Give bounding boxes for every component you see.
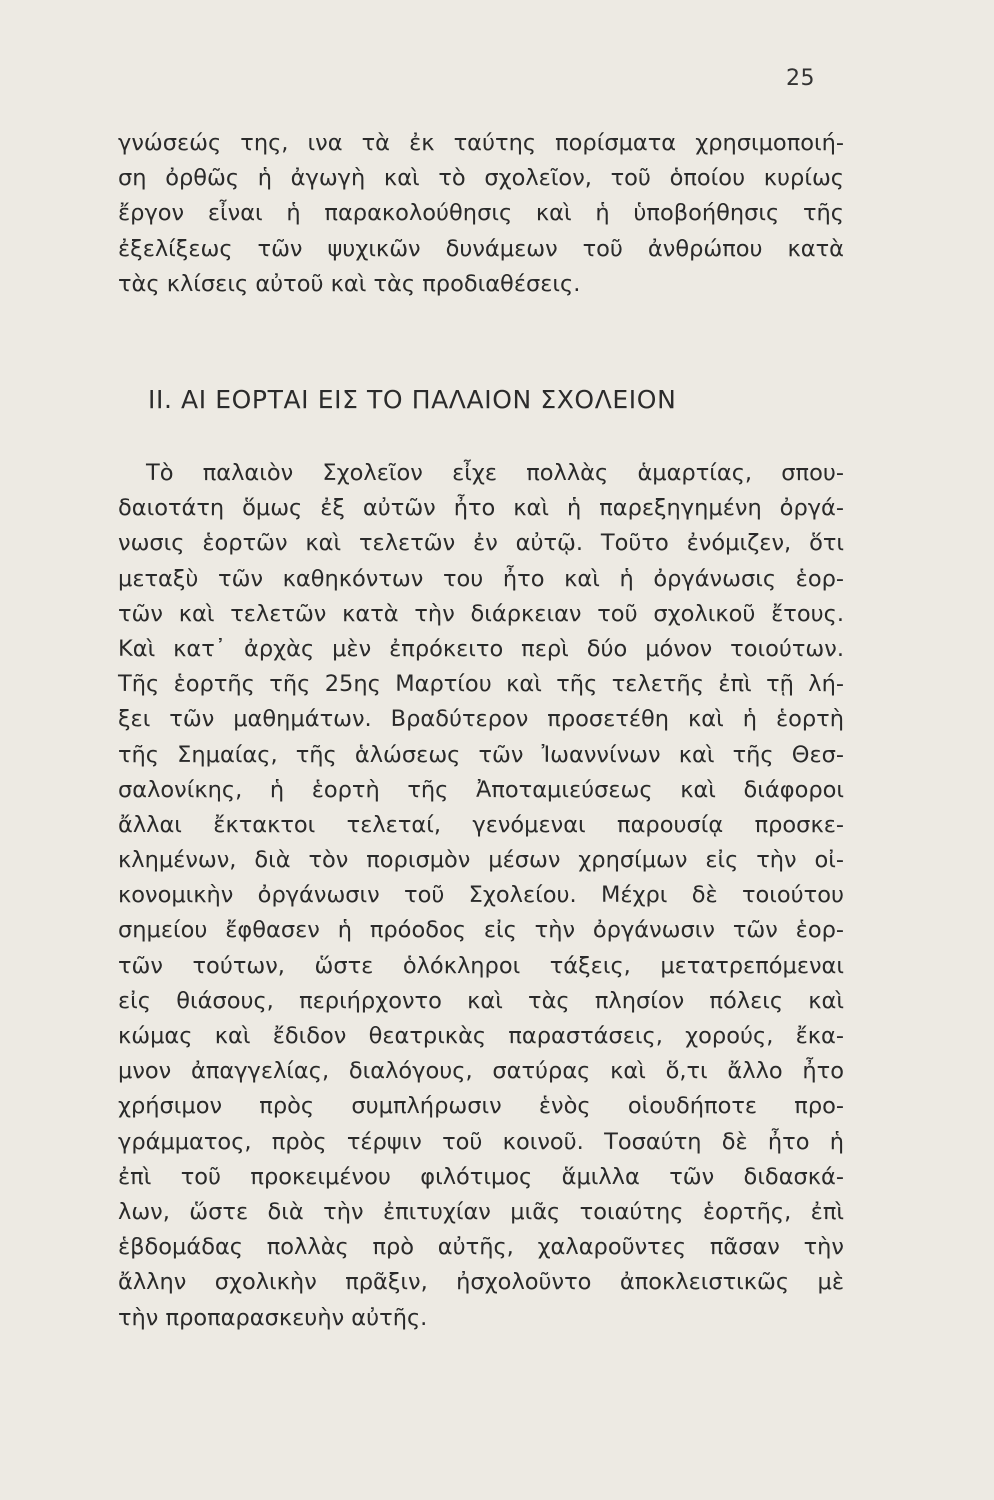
text-line: κώμας καὶ ἔδιδον θεατρικὰς παραστάσεις, χορούς, ἔκα- [118,1023,844,1049]
text-line: Τῆς ἑορτῆς τῆς 25ης Μαρτίου καὶ τῆς τελετῆς ἐπὶ τῇ λή- [118,671,844,698]
text-line: τὰς κλίσεις αὐτοῦ καὶ τὰς προδιαθέσεις. [118,270,581,297]
text-line: δαιοτάτη ὅμως ἐξ αὐτῶν ἦτο καὶ ἡ παρεξηγημένη ὀργά- [118,495,844,522]
text-line: Καὶ κατ᾽ ἀρχὰς μὲν ἐπρόκειτο περὶ δύο μόνον τοιούτων. [118,635,844,662]
text-line: μεταξὺ τῶν καθηκόντων του ἦτο καὶ ἡ ὀργάνωσις ἑορ- [118,565,844,592]
text-line: μνον ἀπαγγελίας, διαλόγους, σατύρας καὶ ὅ,τι ἄλλο ἦτο [118,1058,844,1085]
paragraph-2 [118,456,844,1336]
text-line: τὴν προπαρασκευὴν αὐτῆς. [118,1304,428,1331]
text-line: κονομικὴν ὀργάνωσιν τοῦ Σχολείου. Μέχρι δὲ τοιούτου [118,882,844,909]
section-heading: ΙΙ. ΑΙ ΕΟΡΤΑΙ ΕΙΣ ΤΟ ΠΑΛΑΙΟΝ ΣΧΟΛΕΙΟΝ [148,385,677,414]
text-line: ση ὀρθῶς ἡ ἀγωγὴ καὶ τὸ σχολεῖον, τοῦ ὁποίου κυρίως [118,165,844,192]
text-line: εἰς θιάσους, περιήρχοντο καὶ τὰς πλησίον πόλεις καὶ [118,987,844,1014]
text-line: ἑβδομάδας πολλὰς πρὸ αὐτῆς, χαλαροῦντες πᾶσαν τὴν [118,1234,844,1261]
text-line: κλημένων, διὰ τὸν πορισμὸν μέσων χρησίμων εἰς τὴν οἰ- [118,847,844,874]
page-number: 25 [786,66,815,91]
text-line: τῶν τούτων, ὥστε ὁλόκληροι τάξεις, μετατρεπόμεναι [118,952,844,979]
paragraph-1 [118,126,844,302]
text-line: γράμματος, πρὸς τέρψιν τοῦ κοινοῦ. Τοσαύτη δὲ ἦτο ἡ [118,1128,844,1155]
text-line: τῶν καὶ τελετῶν κατὰ τὴν διάρκειαν τοῦ σχολικοῦ ἔτους. [118,600,844,627]
text-line: ἄλλαι ἔκτακτοι τελεταί, γενόμεναι παρουσίᾳ προσκε- [118,811,844,838]
text-line: ἄλλην σχολικὴν πρᾶξιν, ἠσχολοῦντο ἀποκλειστικῶς μὲ [118,1269,844,1296]
text-line: χρήσιμον πρὸς συμπλήρωσιν ἑνὸς οἱουδήποτε προ- [118,1093,844,1120]
text-line: γνώσεώς της, ινα τὰ ἐκ ταύτης πορίσματα χρησιμοποιή- [118,130,844,156]
text-line: σημείου ἔφθασεν ἡ πρόοδος εἰς τὴν ὀργάνωσιν τῶν ἑορ- [118,917,844,944]
text-line: ἐπὶ τοῦ προκειμένου φιλότιμος ἅμιλλα τῶν διδασκά- [118,1163,844,1190]
text-line: ἔργον εἶναι ἡ παρακολούθησις καὶ ἡ ὑποβοήθησις τῆς [118,200,844,227]
text-line: νωσις ἑορτῶν καὶ τελετῶν ἐν αὐτῷ. Τοῦτο ἐνόμιζεν, ὅτι [118,530,844,557]
text-line: σαλονίκης, ἡ ἑορτὴ τῆς Ἀποταμιεύσεως καὶ διάφοροι [118,776,844,803]
text-line: Τὸ παλαιὸν Σχολεῖον εἶχε πολλὰς ἁμαρτίας, σπου- [146,460,844,486]
text-line: τῆς Σημαίας, τῆς ἁλώσεως τῶν Ἰωαννίνων καὶ τῆς Θεσ- [118,741,844,768]
text-line: ἐξελίξεως τῶν ψυχικῶν δυνάμεων τοῦ ἀνθρώπου κατὰ [118,235,844,262]
text-line: λων, ὥστε διὰ τὴν ἐπιτυχίαν μιᾶς τοιαύτης ἑορτῆς, ἐπὶ [118,1198,844,1225]
text-line: ξει τῶν μαθημάτων. Βραδύτερον προσετέθη καὶ ἡ ἑορτὴ [118,706,844,733]
